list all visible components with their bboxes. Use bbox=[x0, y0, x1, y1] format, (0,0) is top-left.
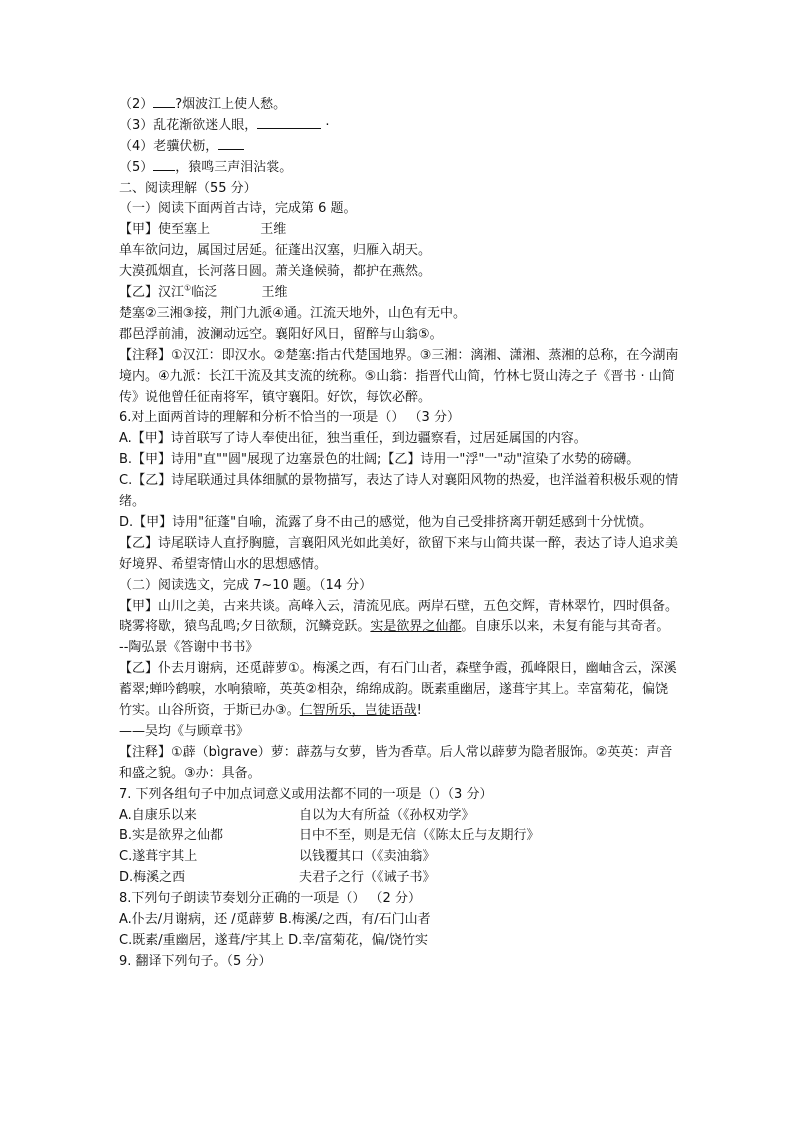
q7-option-a[interactable]: A.自康乐以来 自以为大有所益（《孙权劝学》 bbox=[119, 807, 475, 823]
underlined-sentence: 仁智所乐，岂徒语哉 bbox=[299, 703, 417, 719]
fill-blank-2 bbox=[119, 95, 679, 116]
answer-blank[interactable] bbox=[153, 158, 175, 171]
text-a-source: --陶弘景《答谢中书书》 bbox=[119, 640, 259, 656]
answer-blank[interactable] bbox=[153, 95, 175, 108]
question-8-stem: 8.下列句子朗读节奏划分正确的一项是（） （2 分） bbox=[119, 891, 421, 907]
fill-blank-5 bbox=[119, 158, 679, 179]
q4-prefix: （4）老骥伏枥， bbox=[119, 138, 219, 154]
poem-b-author: 王维 bbox=[261, 285, 288, 301]
q8-options-cd[interactable]: C.既素/重幽居，遂葺/宇其上 D.幸/富菊花，偏/饶竹实 bbox=[119, 932, 429, 948]
text-b-source: ——吴均《与顾章书》 bbox=[119, 723, 250, 739]
text-a: 【甲】山川之美，古来共谈。高峰入云，清流见底。两岸石壁，五色交辉，青林翠竹，四时俱备。晓雾将歇，猿鸟乱鸣;夕日欲颓，沉鳞竞跃。实是欲界之仙都。自康乐以来，未复有能与其奇者。 bbox=[119, 598, 679, 635]
poem-b-line-2: 郡邑浮前浦，波澜动远空。襄阳好风日，留醉与山翁⑤。 bbox=[119, 326, 443, 342]
underlined-sentence: 实是欲界之仙都 bbox=[370, 619, 462, 635]
part1-heading: （一）阅读下面两首古诗，完成第 6 题。 bbox=[119, 201, 357, 217]
q6-option-d[interactable]: D.【甲】诗用"征蓬"自喻，流露了身不由己的感觉，他为自己受排挤离开朝廷感到十分忧愤。 bbox=[119, 514, 653, 530]
answer-blank[interactable] bbox=[218, 137, 244, 150]
q7-option-b[interactable]: B.实是欲界之仙都 日中不至，则是无信（《陈太丘与友期行》 bbox=[119, 828, 540, 844]
poem-a-author: 王维 bbox=[260, 222, 287, 238]
poem-a-title-line bbox=[119, 220, 679, 241]
poem-a-line-1: 单车欲问边，属国过居延。征蓬出汉塞，归雁入胡天。 bbox=[119, 243, 432, 259]
q5-suffix: ，猿鸣三声泪沾裳。 bbox=[175, 159, 293, 175]
q7-option-d[interactable]: D.梅溪之西 夫君子之行（《诫子书》 bbox=[119, 870, 436, 886]
q6-option-b[interactable]: B.【甲】诗用"直""圆"展现了边塞景色的壮阔;【乙】诗用一"浮"一"动"渲染了水势的磅礴。 bbox=[119, 452, 640, 468]
poem-b-title: 【乙】汉江①临泛 bbox=[119, 283, 218, 301]
q5-prefix: （5） bbox=[119, 159, 154, 175]
poem-b-line-1: 楚塞②三湘③接，荆门九派④通。江流天地外，山色有无中。 bbox=[119, 305, 466, 321]
section-heading: 二、阅读理解（55 分） bbox=[119, 180, 257, 196]
text-notes: 【注释】①薜（bìgrave）萝：薜荔与女萝，皆为香草。后人常以薜萝为隐者服饰。②英英：声音和盛之貌。③办：具备。 bbox=[119, 744, 673, 781]
q8-options-ab[interactable]: A.仆去/月谢病，还 /觅薜萝 B.梅溪/之西，有/石门山者 bbox=[119, 912, 431, 928]
answer-blank[interactable] bbox=[257, 116, 321, 129]
q6-option-d-continued: 【乙】诗尾联诗人直抒胸臆，言襄阳风光如此美好，欲留下来与山简共谋一醉，表达了诗人追求美好境界、希望寄情山水的思想感情。 bbox=[119, 535, 679, 572]
question-6-stem: 6.对上面两首诗的理解和分析不恰当的一项是（） （3 分） bbox=[119, 410, 460, 426]
q3-suffix: · bbox=[321, 117, 330, 133]
part2-heading: （二）阅读选文，完成 7~10 题。（14 分） bbox=[119, 577, 373, 593]
q6-option-c[interactable]: C.【乙】诗尾联通过具体细腻的景物描写，表达了诗人对襄阳风物的热爱，也洋溢着积极乐观的情绪。 bbox=[119, 473, 679, 510]
question-7-stem: 7. 下列各组句子中加点词意义或用法都不同的一项是（）（3 分） bbox=[119, 786, 493, 802]
poem-notes: 【注释】①汉江：即汉水。②楚塞:指古代楚国地界。③三湘：漓湘、潇湘、蒸湘的总称，在今湖南境内。④九派：长江干流及其支流的统称。⑤山翁：指晋代山简，竹林七贤山涛之子《晋书 · 山简传》说他曾任征南将军，镇守襄阳。好饮，每饮必醉。 bbox=[119, 347, 679, 405]
q3-prefix: （3）乱花渐欲迷人眼， bbox=[119, 117, 258, 133]
q2-prefix: （2） bbox=[119, 97, 154, 112]
q2-suffix: ?烟波江上使人愁。 bbox=[175, 97, 287, 112]
fill-blank-4 bbox=[119, 137, 679, 158]
fill-blank-3 bbox=[119, 116, 679, 137]
question-9-stem: 9. 翻译下列句子。（5 分） bbox=[119, 953, 272, 969]
poem-a-title: 【甲】使至塞上 bbox=[119, 222, 211, 238]
poem-b-title-line bbox=[119, 283, 679, 304]
text-b: 【乙】仆去月谢病，还觅薜萝①。梅溪之西，有石门山者，森壁争霞，孤峰限日，幽岫含云，深溪蓄翠;蝉吟鹤唳，水响猿啼，英英②相杂，绵绵成韵。既素重幽居，遂葺宇其上。幸富菊花，偏饶竹实。山谷所资，于斯已办③。仁智所乐，岂徒语哉! bbox=[119, 661, 677, 719]
document-page bbox=[119, 95, 679, 973]
q6-option-a[interactable]: A.【甲】诗首联写了诗人奉使出征，独当重任，到边疆察看，过居延属国的内容。 bbox=[119, 431, 587, 447]
poem-a-line-2: 大漠孤烟直，长河落日圆。萧关逢候骑，都护在燕然。 bbox=[119, 264, 432, 280]
q7-option-c[interactable]: C.遂葺宇其上 以钱覆其口（《卖油翁》 bbox=[119, 849, 436, 865]
